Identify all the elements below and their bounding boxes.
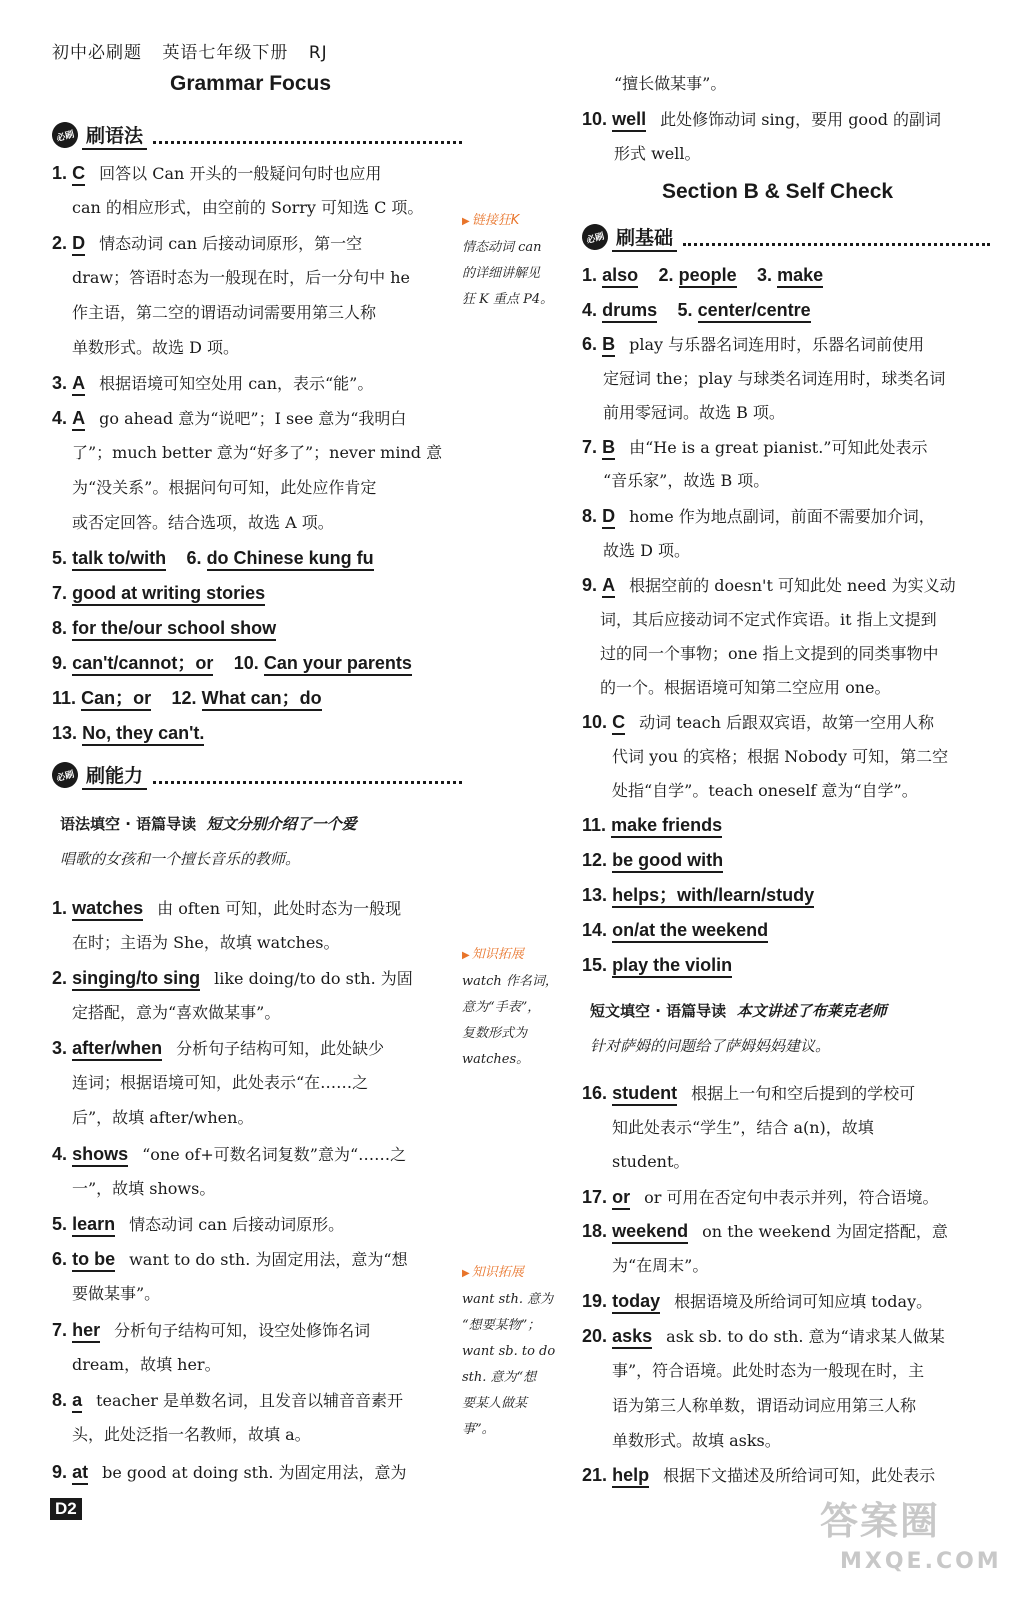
section-title-section-b: Section B & Self Check xyxy=(662,180,894,203)
answer: C xyxy=(612,712,625,735)
explanation: “one of+可数名词复数”意为“……之 xyxy=(142,1145,407,1164)
item-number: 17. xyxy=(582,1187,608,1207)
item-number: 3. xyxy=(52,373,68,393)
item-number: 14. xyxy=(582,920,608,940)
note-line: sth. 意为“想 xyxy=(462,1370,537,1385)
dotted-rule xyxy=(683,229,990,246)
explanation: like doing/to do sth. 为固 xyxy=(214,969,413,988)
item-number: 9. xyxy=(52,1462,68,1482)
badge-icon: 必刷 xyxy=(49,119,81,151)
item-number: 6. xyxy=(52,1249,68,1269)
answer-item xyxy=(52,407,406,430)
page-number: D2 xyxy=(50,1498,82,1520)
explanation-line: dream，故填 her。 xyxy=(72,1355,221,1374)
answer: A xyxy=(602,575,615,598)
explanation-line: 了”；much better 意为“好多了”；never mind 意 xyxy=(72,443,443,462)
tag-ability xyxy=(52,760,462,790)
edition-label: RJ xyxy=(308,43,328,63)
explanation-line: 代词 you 的宾格；根据 Nobody 可知，第二空 xyxy=(612,747,949,766)
answer-item xyxy=(582,954,732,977)
explanation-line: 为“在周末”。 xyxy=(612,1256,709,1275)
item-number: 2. xyxy=(52,968,68,988)
explanation-line: student。 xyxy=(612,1152,690,1171)
answer: asks xyxy=(612,1326,652,1349)
explanation: 分析句子结构可知，设空处修饰名词 xyxy=(114,1321,371,1340)
item-number: 16. xyxy=(582,1083,608,1103)
subject-title: 英语七年级下册 xyxy=(162,43,289,63)
explanation: 此处修饰动词 sing，要用 good 的副词 xyxy=(660,110,942,129)
explanation: ask sb. to do sth. 意为“请求某人做某 xyxy=(666,1327,945,1346)
tag-label: 刷能力 xyxy=(82,761,147,790)
item-number: 4. xyxy=(52,408,68,428)
note-line: 要某人做某 xyxy=(462,1396,528,1411)
answer: help xyxy=(612,1465,649,1488)
explanation: want to do sth. 为固定用法，意为“想 xyxy=(129,1250,408,1269)
answer: No, they can't. xyxy=(82,723,204,746)
explanation-line: 连词；根据语境可知，此处表示“在……之 xyxy=(72,1073,369,1092)
explanation-line: 为“没关系”。根据问句可知，此处应作肯定 xyxy=(72,478,377,497)
answer-item xyxy=(582,1082,915,1105)
answer: Can；or xyxy=(81,688,151,711)
answer-item xyxy=(582,1220,948,1243)
dotted-rule xyxy=(153,767,462,784)
running-header xyxy=(52,38,342,63)
answer: people xyxy=(679,265,737,288)
side-note xyxy=(462,208,570,313)
answer: be good with xyxy=(612,850,723,873)
answer: B xyxy=(602,334,615,357)
item-number: 21. xyxy=(582,1465,608,1485)
answer: shows xyxy=(72,1144,128,1167)
answer: learn xyxy=(72,1214,115,1237)
tag-basics xyxy=(582,222,990,252)
explanation-line: 事”，符合语境。此处时态为一般现在时，主 xyxy=(612,1361,925,1380)
item-number: 7. xyxy=(52,583,68,603)
explanation: home 作为地点副词，前面不需要加介词， xyxy=(629,507,935,526)
item-number: 9. xyxy=(52,653,68,673)
explanation: 由 often 可知，此处时态为一般现 xyxy=(157,899,402,918)
explanation-line: 要做某事”。 xyxy=(72,1284,161,1303)
answer-item xyxy=(52,372,373,395)
item-number: 8. xyxy=(52,618,68,638)
explanation: 根据语境可知空处用 can，表示“能”。 xyxy=(99,374,374,393)
dotted-rule xyxy=(153,127,462,144)
intro-text: 针对萨姆的问题给了萨姆妈妈建议。 xyxy=(590,1037,831,1055)
explanation-line: 作主语，第二空的谓语动词需要用第三人称 xyxy=(72,303,377,322)
answer-item xyxy=(52,722,204,745)
answer: make friends xyxy=(611,815,722,838)
item-number: 1. xyxy=(52,163,68,183)
item-number: 4. xyxy=(582,300,598,320)
tag-label: 刷语法 xyxy=(82,121,147,150)
answer-item xyxy=(52,967,413,990)
item-number: 5. xyxy=(52,548,68,568)
answer-item xyxy=(582,919,768,942)
answer-item xyxy=(582,849,723,872)
side-note xyxy=(462,942,570,1073)
item-number: 18. xyxy=(582,1221,608,1241)
answer: weekend xyxy=(612,1221,688,1244)
answer: today xyxy=(612,1291,660,1314)
answer: or xyxy=(612,1187,630,1210)
tag-label: 刷基础 xyxy=(612,223,677,252)
answer: play the violin xyxy=(612,955,732,978)
explanation: 根据语境及所给词可知应填 today。 xyxy=(674,1292,933,1311)
intro-text: 本文讲述了布莱克老师 xyxy=(736,1002,887,1020)
explanation-line: 一”，故填 shows。 xyxy=(72,1179,216,1198)
answer-item xyxy=(52,1143,406,1166)
explanation: be good at doing sth. 为固定用法，意为 xyxy=(102,1463,407,1482)
explanation-line: 定冠词 the；play 与球类名词连用时，球类名词 xyxy=(603,369,946,388)
note-line: watch 作名词， xyxy=(462,974,558,989)
answer: A xyxy=(72,408,85,431)
item-number: 13. xyxy=(52,723,78,743)
item-number: 11. xyxy=(582,815,607,835)
note-line: 的详细讲解见 xyxy=(462,266,541,281)
answer-item xyxy=(52,1213,344,1236)
note-heading: ▶ 知识拓展 xyxy=(462,1260,570,1287)
item-number: 1. xyxy=(582,265,598,285)
answer-item xyxy=(52,1037,384,1060)
answer: D xyxy=(72,233,85,256)
answer-item xyxy=(582,1325,945,1348)
note-line: “想要某物”； xyxy=(462,1318,541,1333)
explanation-line: 处指“自学”。teach oneself 意为“自学”。 xyxy=(612,781,918,800)
note-line: watches。 xyxy=(462,1052,530,1067)
answer: Can your parents xyxy=(264,653,412,676)
item-number: 15. xyxy=(582,955,608,975)
intro-heading: 语法填空 · 语篇导读 xyxy=(60,815,197,833)
answer-item xyxy=(52,162,381,185)
explanation-line: 头，此处泛指一名教师，故填 a。 xyxy=(72,1425,311,1444)
answer: at xyxy=(72,1462,88,1485)
note-line: 狂 K 重点 P4。 xyxy=(462,292,554,307)
answer-item xyxy=(582,814,722,837)
item-number: 11. xyxy=(52,688,77,708)
explanation: go ahead 意为“说吧”；I see 意为“我明白 xyxy=(99,409,407,428)
explanation: 情态动词 can 后接动词原形，第一空 xyxy=(99,234,363,253)
explanation-line: 语为第三人称单数，谓语动词应用第三人称 xyxy=(612,1396,917,1415)
answer-item xyxy=(582,1290,932,1313)
answer: make xyxy=(777,265,823,288)
explanation: 根据下文描述及所给词可知，此处表示 xyxy=(663,1466,936,1485)
item-number: 2. xyxy=(658,265,674,285)
answer: her xyxy=(72,1320,100,1343)
answer-item xyxy=(52,687,322,710)
explanation-line: draw；答语时态为一般现在时，后一分句中 he xyxy=(72,268,410,287)
answer: center/centre xyxy=(698,300,811,323)
item-number: 10. xyxy=(233,653,259,673)
note-line: want sb. to do xyxy=(462,1344,556,1359)
answer-item xyxy=(582,711,934,734)
item-number: 8. xyxy=(582,506,598,526)
item-number: 6. xyxy=(582,334,598,354)
explanation: or 可用在否定句中表示并列，符合语境。 xyxy=(644,1188,939,1207)
answer: C xyxy=(72,163,85,186)
explanation-line: 词，其后应接动词不定式作宾语。it 指上文提到 xyxy=(600,610,937,629)
explanation-line: 形式 well。 xyxy=(614,144,701,163)
explanation: 根据空前的 doesn't 可知此处 need 为实义动 xyxy=(629,576,956,595)
answer: to be xyxy=(72,1249,115,1272)
answer: talk to/with xyxy=(72,548,166,571)
side-note xyxy=(462,1260,570,1443)
answer-item xyxy=(582,1464,935,1487)
answer: well xyxy=(612,109,646,132)
item-number: 3. xyxy=(756,265,772,285)
answer-item xyxy=(582,574,956,597)
item-number: 12. xyxy=(582,850,608,870)
answer-item xyxy=(582,333,924,356)
item-number: 19. xyxy=(582,1291,608,1311)
answer: for the/our school show xyxy=(72,618,276,641)
answer: on/at the weekend xyxy=(612,920,768,943)
explanation-line: 定搭配，意为“喜欢做某事”。 xyxy=(72,1003,281,1022)
note-line: 事”。 xyxy=(462,1422,495,1437)
answer: drums xyxy=(602,300,657,323)
answer: also xyxy=(602,265,638,288)
item-number: 10. xyxy=(582,712,608,732)
answer-item xyxy=(52,1319,370,1342)
explanation: 由“He is a great pianist.”可知此处表示 xyxy=(629,438,928,457)
explanation-line: can 的相应形式，由空前的 Sorry 可知选 C 项。 xyxy=(72,198,424,217)
answer-item xyxy=(582,299,811,322)
answer: watches xyxy=(72,898,143,921)
section-title-grammar-focus: Grammar Focus xyxy=(170,72,332,95)
intro-heading: 短文填空 · 语篇导读 xyxy=(590,1002,727,1020)
answer: after/when xyxy=(72,1038,162,1061)
answer-item xyxy=(582,264,823,287)
answer: a xyxy=(72,1390,82,1413)
item-number: 13. xyxy=(582,885,608,905)
explanation-line: 前用零冠词。故选 B 项。 xyxy=(603,403,785,422)
explanation: teacher 是单数名词，且发音以辅音音素开 xyxy=(96,1391,404,1410)
book-title: 初中必刷题 xyxy=(52,43,142,63)
note-heading: ▶ 知识拓展 xyxy=(462,942,570,969)
intro-text: 短文分别介绍了一个爱 xyxy=(206,815,357,833)
answer: do Chinese kung fu xyxy=(207,548,374,571)
passage-intro xyxy=(590,1000,887,1022)
explanation-line: “擅长做某事”。 xyxy=(614,74,727,93)
explanation: 回答以 Can 开头的一般疑问句时也应用 xyxy=(99,164,382,183)
explanation-line: 过的同一个事物；one 指上文提到的同类事物中 xyxy=(600,644,939,663)
explanation-line: 的一个。根据语境可知第二空应用 one。 xyxy=(600,678,891,697)
item-number: 8. xyxy=(52,1390,68,1410)
answer: What can；do xyxy=(202,688,322,711)
explanation: 分析句子结构可知，此处缺少 xyxy=(176,1039,385,1058)
explanation-line: 在时；主语为 She，故填 watches。 xyxy=(72,933,340,952)
answer: D xyxy=(602,506,615,529)
answer: A xyxy=(72,373,85,396)
item-number: 9. xyxy=(582,575,598,595)
explanation: on the weekend 为固定搭配，意 xyxy=(702,1222,948,1241)
answer-item xyxy=(52,897,401,920)
answer-item xyxy=(52,1461,407,1484)
explanation-line: 知此处表示“学生”，结合 a(n)，故填 xyxy=(612,1118,874,1137)
answer-item xyxy=(582,505,935,528)
explanation-line: 或否定回答。结合选项，故选 A 项。 xyxy=(72,513,334,532)
item-number: 3. xyxy=(52,1038,68,1058)
answer: helps；with/learn/study xyxy=(612,885,814,908)
watermark-logo-text: 答案圈 xyxy=(820,1499,941,1543)
item-number: 7. xyxy=(52,1320,68,1340)
explanation: play 与乐器名词连用时，乐器名词前使用 xyxy=(629,335,925,354)
answer-item xyxy=(52,617,276,640)
explanation-line: 单数形式。故填 asks。 xyxy=(612,1431,781,1450)
answer-item xyxy=(582,108,941,131)
answer: singing/to sing xyxy=(72,968,200,991)
explanation-line: 故选 D 项。 xyxy=(603,541,691,560)
answer-item xyxy=(52,652,412,675)
item-number: 12. xyxy=(171,688,197,708)
item-number: 5. xyxy=(677,300,693,320)
answer: B xyxy=(602,437,615,460)
note-line: 意为“手表”， xyxy=(462,1000,541,1015)
explanation: 根据上一句和空后提到的学校可 xyxy=(691,1084,916,1103)
tag-grammar xyxy=(52,120,462,150)
passage-intro xyxy=(60,813,357,835)
answer-item xyxy=(52,232,362,255)
note-heading: ▶ 链接狂K xyxy=(462,208,570,235)
answer-item xyxy=(582,884,814,907)
item-number: 20. xyxy=(582,1326,608,1346)
answer-item xyxy=(52,1248,408,1271)
explanation-line: 单数形式。故选 D 项。 xyxy=(72,338,240,357)
explanation-line: 后”，故填 after/when。 xyxy=(72,1108,254,1127)
answer: student xyxy=(612,1083,677,1106)
item-number: 7. xyxy=(582,437,598,457)
note-line: 复数形式为 xyxy=(462,1026,528,1041)
note-line: want sth. 意为 xyxy=(462,1292,554,1307)
explanation-line: “音乐家”，故选 B 项。 xyxy=(603,471,770,490)
answer-item xyxy=(52,1389,403,1412)
item-number: 1. xyxy=(52,898,68,918)
watermark-url: MXQE.COM xyxy=(840,1549,1002,1574)
note-line: 情态动词 can xyxy=(462,240,542,255)
item-number: 6. xyxy=(186,548,202,568)
explanation: 动词 teach 后跟双宾语，故第一空用人称 xyxy=(639,713,935,732)
explanation: 情态动词 can 后接动词原形。 xyxy=(129,1215,345,1234)
answer-item xyxy=(52,582,265,605)
answer-item xyxy=(582,1186,939,1209)
watermark xyxy=(820,1490,1002,1574)
answer: can't/cannot；or xyxy=(72,653,213,676)
item-number: 2. xyxy=(52,233,68,253)
item-number: 5. xyxy=(52,1214,68,1234)
intro-text: 唱歌的女孩和一个擅长音乐的教师。 xyxy=(60,850,301,868)
answer-item xyxy=(582,436,927,459)
badge-icon: 必刷 xyxy=(579,221,611,253)
badge-icon: 必刷 xyxy=(49,759,81,791)
answer: good at writing stories xyxy=(72,583,265,606)
item-number: 10. xyxy=(582,109,608,129)
answer-item xyxy=(52,547,374,570)
item-number: 4. xyxy=(52,1144,68,1164)
